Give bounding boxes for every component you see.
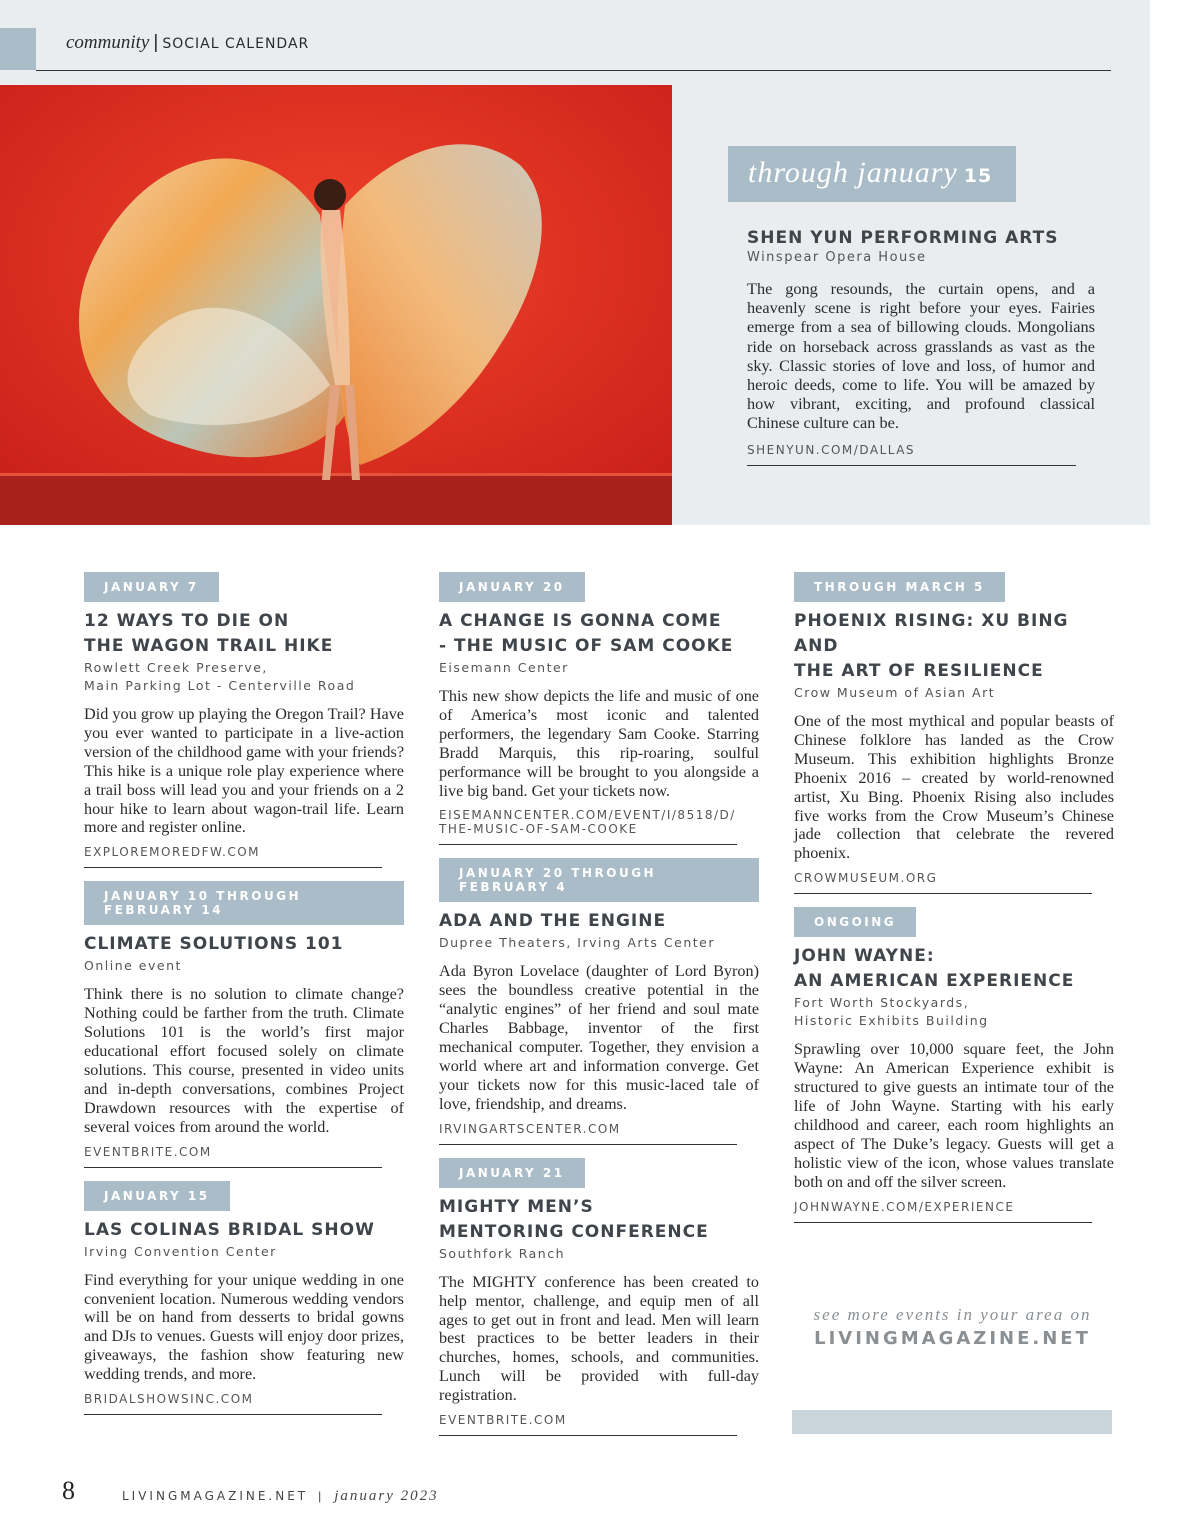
event-item xyxy=(84,572,404,868)
footer-issue: january 2023 xyxy=(334,1488,439,1504)
event-venue: Irving Convention Center xyxy=(84,1243,277,1259)
event-venue: Dupree Theaters, Irving Arts Center xyxy=(439,935,715,951)
event-rule xyxy=(439,844,737,845)
event-date-badge: THROUGH MARCH 5 xyxy=(794,572,1005,602)
event-description: This new show depicts the life and music of one of America’s most iconic and talented performers, the legendary Sam Cooke. Starring Bradd Marquis, this rip-roaring, soulful performance will be brought to you alongside a live big band. Get your tickets now. xyxy=(439,687,759,800)
dancer-photo xyxy=(0,85,672,525)
see-more-text: see more events in your area on xyxy=(813,1305,1092,1324)
event-title: ADA AND THE ENGINE xyxy=(439,911,667,932)
event-venue: Online event xyxy=(84,958,182,974)
event-date-badge: JANUARY 10 THROUGH FEBRUARY 14 xyxy=(84,881,404,925)
event-date-badge: JANUARY 20 THROUGH FEBRUARY 4 xyxy=(439,858,759,902)
event-item xyxy=(439,572,759,845)
event-rule xyxy=(84,1167,382,1168)
event-link[interactable]: BRIDALSHOWSINC.COM xyxy=(84,1392,254,1407)
featured-date-number: 15 xyxy=(963,165,993,187)
event-item xyxy=(794,907,1114,1222)
event-link[interactable]: IRVINGARTSCENTER.COM xyxy=(439,1121,621,1136)
page-number: 8 xyxy=(62,1476,75,1505)
featured-link[interactable]: SHENYUN.COM/DALLAS xyxy=(747,442,916,457)
events-column-3 xyxy=(794,572,1114,1236)
event-link[interactable]: EISEMANNCENTER.COM/EVENT/I/8518/D/ THE-MUSIC-OF-SAM-COOKE xyxy=(439,808,736,837)
featured-title: SHEN YUN PERFORMING ARTS xyxy=(747,228,1059,248)
event-title: CLIMATE SOLUTIONS 101 xyxy=(84,934,344,955)
event-item xyxy=(794,572,1114,894)
event-rule xyxy=(794,1222,1092,1223)
section-label: community xyxy=(66,32,150,53)
event-item xyxy=(439,858,759,1144)
page-footer xyxy=(62,1476,439,1506)
page-header xyxy=(66,32,309,54)
event-venue: Rowlett Creek Preserve, Main Parking Lot - Centerville Road xyxy=(84,660,356,693)
header-separator: | xyxy=(153,32,159,53)
event-venue: Southfork Ranch xyxy=(439,1245,566,1261)
event-item xyxy=(439,1158,759,1436)
event-description: One of the most mythical and popular beasts of Chinese folklore has landed as the Crow Museum. This exhibition highlights Bronze Phoenix 2016 – created by world-renowned artist, Xu Bing. Phoenix Rising also includes five works from the Crow Museum’s Chinese jade collection that celebrate the revered phoenix. xyxy=(794,712,1114,863)
event-item xyxy=(84,1181,404,1415)
featured-date-badge xyxy=(728,146,1016,202)
featured-description: The gong resounds, the curtain opens, and a heavenly scene is right before your eyes. Fairies emerge from a sea of billowing clouds. Mongolians ride on horseback across grasslands as vast as the sky. Classic stories of love and loss, of humor and heroic deeds, come to life. You will be amazed by how vibrant, exciting, and profound classical Chinese culture can be. xyxy=(747,279,1095,433)
featured-rule xyxy=(747,465,1076,466)
event-date-badge: JANUARY 15 xyxy=(84,1181,230,1211)
featured-event xyxy=(728,146,1096,466)
event-rule xyxy=(84,1414,382,1415)
event-link[interactable]: JOHNWAYNE.COM/EXPERIENCE xyxy=(794,1199,1015,1214)
event-item xyxy=(84,881,404,1167)
event-description: Ada Byron Lovelace (daughter of Lord Byron) sees the boundless creative potential in the “analytic engines” of her friend and soul mate Charles Babbage, inventor of the first mechanical computer. Together, they envision a world where art and information converge. Get your tickets now for this music-laced tale of love, friendship, and dreams. xyxy=(439,962,759,1113)
events-column-1 xyxy=(84,572,404,1428)
footer-separator: | xyxy=(318,1489,325,1503)
see-more-link[interactable]: LIVINGMAGAZINE.NET xyxy=(814,1328,1091,1349)
event-rule xyxy=(84,867,382,868)
event-venue: Eisemann Center xyxy=(439,660,569,675)
events-column-2 xyxy=(439,572,759,1449)
see-more-promo xyxy=(794,1305,1111,1349)
event-venue: Crow Museum of Asian Art xyxy=(794,685,996,700)
section-title: SOCIAL CALENDAR xyxy=(162,36,310,52)
event-description: Think there is no solution to climate change? Nothing could be farther from the truth. Climate Solutions 101 is the world’s first major educational effort focused solely on climate solutions. This course, presented in video units and in-depth conversations, combines Project Drawdown resources with the expertise of several voices from around the world. xyxy=(84,985,404,1136)
event-title: LAS COLINAS BRIDAL SHOW xyxy=(84,1219,375,1240)
event-date-badge: JANUARY 20 xyxy=(439,572,585,602)
event-description: Find everything for your unique wedding in one convenient location. Numerous wedding vendors will be on hand from desserts to bridal gowns and DJs to venues. Guests will enjoy door prizes, giveaways, the fashion show featuring new wedding trends, and more. xyxy=(84,1270,404,1384)
event-title: JOHN WAYNE: AN AMERICAN EXPERIENCE xyxy=(794,946,1075,992)
event-description: Did you grow up playing the Oregon Trail? Have you ever wanted to participate in a live-action version of the childhood game with your friends? This hike is a unique role play experience where a trail boss will lead you and your friends on a 2 hour hike to learn about wagon-trail life. Learn more and register online. xyxy=(84,705,404,837)
event-date-badge: ONGOING xyxy=(794,907,916,937)
event-venue: Fort Worth Stockyards, Historic Exhibits Building xyxy=(794,995,989,1029)
event-rule xyxy=(439,1435,737,1436)
event-date-badge: JANUARY 21 xyxy=(439,1158,585,1188)
decorative-bar xyxy=(792,1410,1112,1434)
header-rule xyxy=(36,70,1111,71)
event-date-badge: JANUARY 7 xyxy=(84,572,219,602)
footer-site xyxy=(122,1488,439,1505)
event-link[interactable]: EXPLOREMOREDFW.COM xyxy=(84,845,261,860)
featured-date-prefix: through january xyxy=(748,156,958,189)
event-title: PHOENIX RISING: XU BING AND THE ART OF RESILIENCE xyxy=(794,611,1069,681)
event-link[interactable]: EVENTBRITE.COM xyxy=(84,1144,212,1159)
event-link[interactable]: EVENTBRITE.COM xyxy=(439,1413,567,1428)
event-title: 12 WAYS TO DIE ON THE WAGON TRAIL HIKE xyxy=(84,611,334,656)
event-title: MIGHTY MEN’S MENTORING CONFERENCE xyxy=(439,1196,709,1242)
event-description: Sprawling over 10,000 square feet, the John Wayne: An American Experience exhibit is structured to give guests an intimate tour of the life of John Wayne. Starting with his early childhood and career, each room highlights an aspect of The Duke’s legacy. Guests will get a holistic view of the icon, whose values translate both on and off the silver screen. xyxy=(794,1040,1114,1191)
event-description: The MIGHTY conference has been created to help mentor, challenge, and equip men of all ages to get out in front and lead. Men will learn best practices to be better leaders in their churches, homes, schools, and communities. Lunch will be provided with full-day registration. xyxy=(439,1272,759,1405)
event-link[interactable]: CROWMUSEUM.ORG xyxy=(794,871,938,886)
header-tab xyxy=(0,28,36,70)
footer-site-name: LIVINGMAGAZINE.NET xyxy=(122,1489,309,1503)
event-rule xyxy=(794,893,1092,894)
event-rule xyxy=(439,1144,737,1145)
event-title: A CHANGE IS GONNA COME - THE MUSIC OF SAM COOKE xyxy=(439,611,734,656)
featured-venue: Winspear Opera House xyxy=(747,250,927,265)
